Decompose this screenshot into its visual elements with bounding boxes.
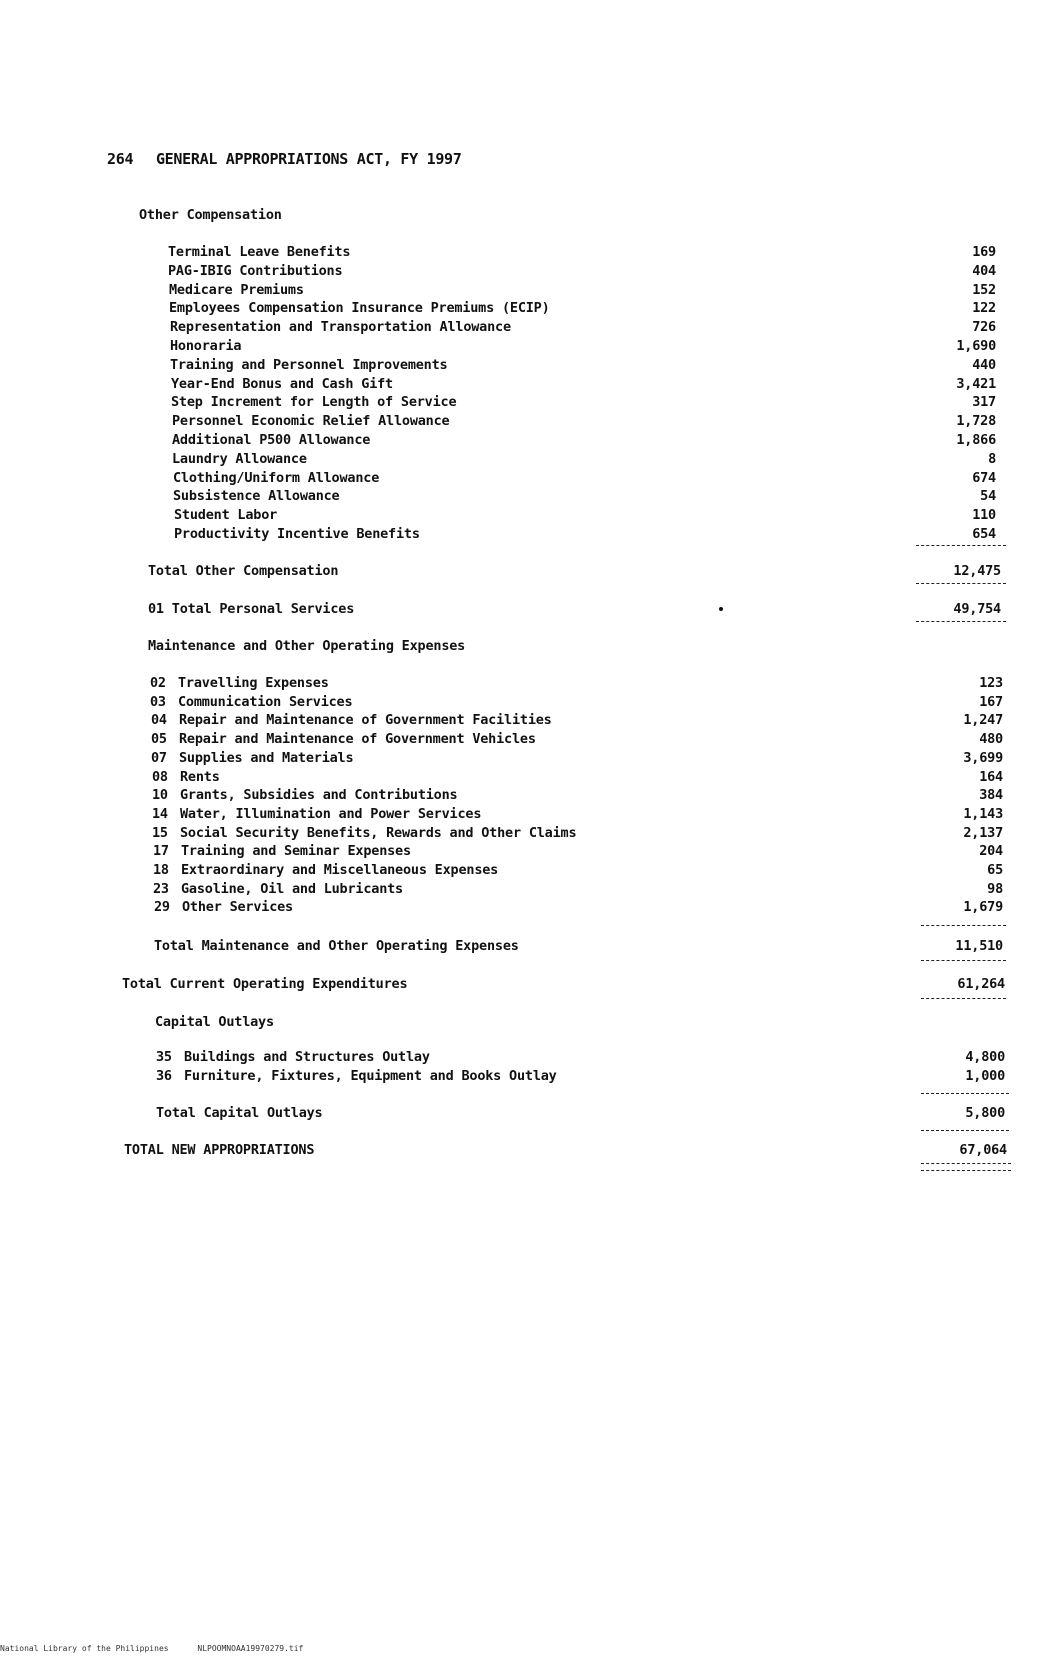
line-item-row — [156, 1049, 1005, 1067]
line-item-amount: 4,800 — [965, 1049, 1005, 1065]
line-item-label: Additional P500 Allowance — [172, 432, 371, 448]
object-code: 10 — [152, 787, 168, 803]
line-item-row — [153, 881, 1003, 899]
object-code: 17 — [153, 843, 169, 859]
line-item-label: Medicare Premiums — [169, 282, 304, 298]
line-item-label — [152, 806, 481, 822]
line-item-amount: 480 — [979, 731, 1003, 747]
line-item-row — [169, 282, 996, 300]
line-item-row — [173, 470, 996, 488]
line-item-row — [152, 806, 1003, 824]
line-item-text: Rents — [180, 769, 220, 785]
subtotal-rule — [921, 998, 1006, 999]
grand-total-label: TOTAL NEW APPROPRIATIONS — [124, 1142, 315, 1158]
line-item-text: Buildings and Structures Outlay — [184, 1049, 430, 1065]
line-item-label: PAG-IBIG Contributions — [168, 263, 343, 279]
line-item-row — [152, 769, 1003, 787]
line-item-text: Training and Seminar Expenses — [181, 843, 411, 859]
line-item-label — [153, 881, 403, 897]
total-mooe-row — [154, 938, 1003, 956]
line-item-row — [168, 244, 996, 262]
total-label: Total Capital Outlays — [156, 1105, 323, 1121]
line-item-label: Year-End Bonus and Cash Gift — [171, 376, 393, 392]
line-item-amount: 54 — [980, 488, 996, 504]
object-code: 02 — [150, 675, 166, 691]
line-item-text: Supplies and Materials — [179, 750, 354, 766]
line-item-label — [151, 712, 552, 728]
line-item-row — [172, 413, 996, 431]
line-item-amount: 152 — [972, 282, 996, 298]
line-item-label: Step Increment for Length of Service — [171, 394, 457, 410]
object-code: 14 — [152, 806, 168, 822]
line-item-text: Communication Services — [178, 694, 353, 710]
grand-total-row — [124, 1142, 1007, 1160]
subtotal-rule — [921, 960, 1006, 961]
subtotal-rule — [916, 545, 1006, 546]
total-current-operating-row — [122, 976, 1005, 994]
total-amount: 49,754 — [953, 601, 1001, 617]
line-item-row — [170, 357, 996, 375]
line-item-amount: 3,699 — [963, 750, 1003, 766]
line-item-text: Other Services — [182, 899, 293, 915]
line-item-amount: 1,679 — [963, 899, 1003, 915]
line-item-label: Student Labor — [174, 507, 278, 523]
line-item-label — [150, 675, 329, 691]
object-code: 36 — [156, 1068, 172, 1084]
total-other-compensation-row — [148, 563, 1001, 581]
line-item-label — [153, 862, 498, 878]
line-item-label — [152, 825, 576, 841]
line-item-text: Repair and Maintenance of Government Vehicles — [179, 731, 536, 747]
line-item-text: Social Security Benefits, Rewards and Other Claims — [180, 825, 577, 841]
line-item-amount: 3,421 — [956, 376, 996, 392]
subtotal-rule — [916, 621, 1006, 622]
line-item-amount: 317 — [972, 394, 996, 410]
line-item-row — [152, 825, 1003, 843]
object-code: 18 — [153, 862, 169, 878]
object-code: 07 — [151, 750, 167, 766]
scan-speck — [719, 607, 723, 611]
line-item-text: Grants, Subsidies and Contributions — [180, 787, 458, 803]
line-item-amount: 164 — [979, 769, 1003, 785]
line-item-row — [153, 843, 1003, 861]
subtotal-rule — [921, 925, 1006, 926]
line-item-row — [169, 300, 996, 318]
total-label: Total Other Compensation — [148, 563, 339, 579]
line-item-amount: 98 — [987, 881, 1003, 897]
line-item-row — [150, 694, 1003, 712]
page-number: 264 — [107, 150, 134, 168]
total-amount: 5,800 — [965, 1105, 1005, 1121]
line-item-text: Gasoline, Oil and Lubricants — [181, 881, 403, 897]
line-item-amount: 674 — [972, 470, 996, 486]
line-item-row — [154, 899, 1003, 917]
line-item-label: Representation and Transportation Allowance — [170, 319, 511, 335]
line-item-row — [172, 451, 996, 469]
line-item-row — [168, 263, 996, 281]
line-item-row — [152, 787, 1003, 805]
line-item-row — [170, 319, 996, 337]
line-item-label — [151, 731, 536, 747]
line-item-label: Terminal Leave Benefits — [168, 244, 351, 260]
line-item-label: Honoraria — [170, 338, 242, 354]
line-item-label — [152, 769, 220, 785]
line-item-text: Furniture, Fixtures, Equipment and Books Outlay — [184, 1068, 557, 1084]
section-heading-capital-outlays: Capital Outlays — [155, 1014, 274, 1030]
section-heading-other-compensation: Other Compensation — [139, 207, 282, 223]
scan-footer — [0, 1644, 327, 1653]
line-item-label: Productivity Incentive Benefits — [174, 526, 420, 542]
subtotal-rule — [916, 583, 1006, 584]
library-name: National Library of the Philippines — [0, 1644, 169, 1653]
line-item-row — [171, 394, 996, 412]
line-item-label — [150, 694, 352, 710]
object-code: 03 — [150, 694, 166, 710]
line-item-amount: 654 — [972, 526, 996, 542]
total-amount: 11,510 — [955, 938, 1003, 954]
line-item-amount: 167 — [979, 694, 1003, 710]
document-title: GENERAL APPROPRIATIONS ACT, FY 1997 — [155, 150, 462, 168]
line-item-amount: 122 — [972, 300, 996, 316]
object-code: 29 — [154, 899, 170, 915]
line-item-row — [151, 731, 1003, 749]
line-item-label — [151, 750, 353, 766]
line-item-text: Repair and Maintenance of Government Facilities — [179, 712, 552, 728]
subtotal-rule — [921, 1130, 1009, 1131]
line-item-row — [174, 507, 996, 525]
subtotal-rule — [921, 1093, 1009, 1094]
line-item-amount: 65 — [987, 862, 1003, 878]
object-code: 04 — [151, 712, 167, 728]
object-code: 35 — [156, 1049, 172, 1065]
line-item-row — [173, 488, 996, 506]
line-item-row — [170, 338, 996, 356]
line-item-label — [156, 1068, 557, 1084]
line-item-amount: 1,000 — [965, 1068, 1005, 1084]
line-item-label — [154, 899, 293, 915]
line-item-label: Employees Compensation Insurance Premiums (ECIP) — [169, 300, 550, 316]
total-personal-services-row — [148, 601, 1001, 619]
line-item-row — [171, 376, 996, 394]
line-item-label — [156, 1049, 430, 1065]
total-label: Total Maintenance and Other Operating Expenses — [154, 938, 519, 954]
line-item-amount: 2,137 — [963, 825, 1003, 841]
line-item-label — [153, 843, 411, 859]
line-item-row — [151, 750, 1003, 768]
line-item-row — [156, 1068, 1005, 1086]
object-code: 23 — [153, 881, 169, 897]
object-code: 05 — [151, 731, 167, 747]
line-item-row — [150, 675, 1003, 693]
grand-total-amount: 67,064 — [959, 1142, 1007, 1158]
line-item-amount: 169 — [972, 244, 996, 260]
line-item-label: Training and Personnel Improvements — [170, 357, 448, 373]
total-amount: 61,264 — [957, 976, 1005, 992]
object-code: 15 — [152, 825, 168, 841]
line-item-amount: 384 — [979, 787, 1003, 803]
line-item-label: Clothing/Uniform Allowance — [173, 470, 380, 486]
line-item-amount: 404 — [972, 263, 996, 279]
line-item-row — [153, 862, 1003, 880]
file-name: NLPOOMNOAA19970279.tif — [197, 1644, 304, 1653]
line-item-amount: 726 — [972, 319, 996, 335]
line-item-label: Laundry Allowance — [172, 451, 307, 467]
line-item-row — [151, 712, 1003, 730]
total-label: 01 Total Personal Services — [148, 601, 355, 617]
total-label: Total Current Operating Expenditures — [122, 976, 408, 992]
line-item-amount: 1,866 — [956, 432, 996, 448]
section-heading-mooe: Maintenance and Other Operating Expenses — [148, 638, 466, 654]
line-item-amount: 8 — [988, 451, 996, 467]
line-item-row — [174, 526, 996, 544]
object-code: 08 — [152, 769, 168, 785]
line-item-label: Subsistence Allowance — [173, 488, 340, 504]
page-header — [107, 150, 462, 168]
line-item-amount: 440 — [972, 357, 996, 373]
line-item-text: Extraordinary and Miscellaneous Expenses — [181, 862, 499, 878]
line-item-amount: 110 — [972, 507, 996, 523]
line-item-text: Travelling Expenses — [178, 675, 329, 691]
line-item-amount: 1,690 — [956, 338, 996, 354]
line-item-amount: 1,728 — [956, 413, 996, 429]
line-item-row — [172, 432, 996, 450]
line-item-label: Personnel Economic Relief Allowance — [172, 413, 450, 429]
line-item-amount: 1,143 — [963, 806, 1003, 822]
double-rule — [921, 1163, 1011, 1171]
line-item-text: Water, Illumination and Power Services — [180, 806, 482, 822]
total-amount: 12,475 — [953, 563, 1001, 579]
line-item-label — [152, 787, 457, 803]
line-item-amount: 1,247 — [963, 712, 1003, 728]
line-item-amount: 204 — [979, 843, 1003, 859]
line-item-amount: 123 — [979, 675, 1003, 691]
total-capital-outlays-row — [156, 1105, 1005, 1123]
